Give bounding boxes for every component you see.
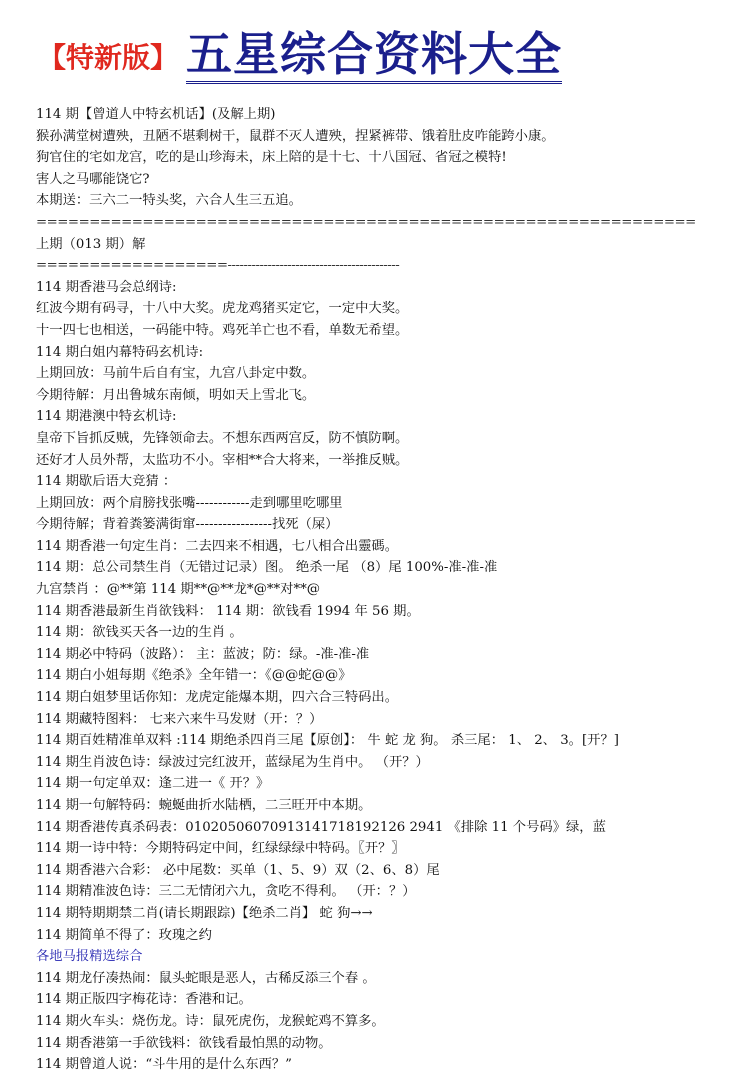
text-line: 本期送：三六二一特头奖，六合人生三五追。 (36, 193, 302, 209)
document-body (36, 104, 726, 1076)
text-line: 114 期白姐梦里话你知：龙虎定能爆本期，四六合三特码出。 (36, 690, 399, 706)
text-line: 114 期港澳中特玄机诗: (36, 409, 177, 425)
text-line: 114 期一句定单双：逢二进一《 开？》 (36, 776, 270, 792)
text-line: 害人之马哪能饶它? (36, 171, 150, 187)
text-line: 上期回放：两个肩膀找张嘴------------走到哪里吃哪里 (36, 495, 343, 511)
edition-badge: 【特新版】 (38, 41, 179, 74)
text-line: 上期（013 期）解 (36, 236, 146, 252)
page-title: 五星综合资料大全 (186, 31, 562, 84)
text-line: 114 期：欲钱买天各一边的生肖 。 (36, 625, 243, 641)
separator-line: ==================------------------------------------------- (36, 258, 400, 274)
text-line: 114 期白姐内幕特码玄机诗: (36, 344, 204, 360)
section-heading: 各地马报精选综合 (36, 949, 143, 965)
text-line: 114 期生肖波色诗：绿波过完红波开，蓝绿尾为生肖中。 （开？） (36, 754, 429, 770)
text-line: 114 期龙仔凑热闹：鼠头蛇眼是恶人，古稀反添三个春 。 (36, 970, 376, 986)
text-line: 114 期歇后语大竞猜 ： (36, 474, 177, 490)
text-line: 114 期藏特图料： 七来六来牛马发财（开：？） (36, 711, 323, 727)
text-line: 114 期香港传真杀码表：01020506070913141718192126 2941 《排除 11 个号码》绿，蓝 (36, 819, 606, 835)
text-line: 114 期一诗中特：今期特码定中间，红绿绿绿中特码。〖开？〗 (36, 841, 405, 857)
page-header (38, 22, 562, 84)
text-line: 114 期白小姐每期《绝杀》全年错一：《@@蛇@@》 (36, 668, 352, 684)
text-line: 红波今期有码寻，十八中大奖。虎龙鸡猪买定它，一定中大奖。 (36, 301, 409, 317)
text-line: 114 期香港马会总纲诗: (36, 279, 177, 295)
text-line: 十一四七也相送，一码能中特。鸡死羊亡也不看，单数无希望。 (36, 322, 409, 338)
text-line: 皇帝下旨抓反贼，先锋领命去。不想东西两宫反，防不慎防啊。 (36, 430, 409, 446)
text-line: 114 期一句解特码：蜿蜒曲折水陆栖，二三旺开中本期。 (36, 798, 372, 813)
text-line: 114 期正版四字梅花诗：香港和记。 (36, 992, 252, 1008)
text-line: 114 期香港六合彩： 必中尾数：买单（1、5、9）双（2、6、8）尾 (36, 862, 440, 878)
text-line: 猴孙满堂树遭殃，丑陋不堪剩树干，鼠群不灭人遭殃，捏紧裤带、饿着肚皮咋能跨小康。 (36, 128, 555, 144)
text-line: 上期回放：马前牛后自有宝，九宫八卦定中数。 (36, 366, 316, 382)
text-line: 今期待解；背着粪篓满街窜-----------------找死（屎） (36, 517, 339, 533)
text-line: 九宫禁肖 ：@**第 114 期**@**龙*@**对**@ (36, 582, 321, 598)
text-line: 114 期简单不得了：玫瑰之约 (36, 927, 212, 943)
text-line: 还好才人员外帮，太监功不小。宰相**合大将来，一举推反贼。 (36, 452, 409, 468)
text-line: 今期待解：月出鲁城东南倾，明如天上雪北飞。 (36, 387, 316, 403)
text-line: 114 期：总公司禁生肖（无错过记录）图。 绝杀一尾 （8）尾 100%-准-准-准 (36, 560, 498, 576)
separator-line: ============================================================== (36, 214, 696, 230)
text-line: 114 期特期期禁二肖(请长期跟踪)【绝杀二肖】 蛇 狗→→ (36, 905, 373, 921)
text-line: 狗官住的宅如龙宫，吃的是山珍海未，床上陪的是十七、十八国冠、省冠之模特! (36, 150, 507, 166)
text-line: 114 期香港最新生肖欲钱料： 114 期：欲钱看 1994 年 56 期。 (36, 603, 420, 619)
text-line: 114 期百姓精准单双料 :114 期绝杀四肖三尾【原创】： 牛 蛇 龙 狗。 杀三尾： 1、 2、 3。[开？] (36, 733, 619, 749)
text-line: 114 期香港第一手欲钱料：欲钱看最怕黑的动物。 (36, 1035, 332, 1051)
text-line: 114 期精准波色诗：三二无情闭六九，贪吃不得利。 （开：？） (36, 884, 416, 900)
text-line: 114 期火车头：烧伤龙。诗：鼠死虎伤，龙猴蛇鸡不算多。 (36, 1013, 385, 1029)
text-line: 114 期【曾道人中特玄机话】(及解上期) (36, 107, 276, 122)
text-line: 114 期香港一句定生肖：二去四来不相遇，七八相合出靈碼。 (36, 538, 399, 554)
text-line: 114 期必中特码（波路）： 主：蓝波；防：绿。-准-准-准 (36, 646, 370, 662)
text-line: 114 期曾道人说：“斗牛用的是什么东西？” (36, 1057, 292, 1073)
